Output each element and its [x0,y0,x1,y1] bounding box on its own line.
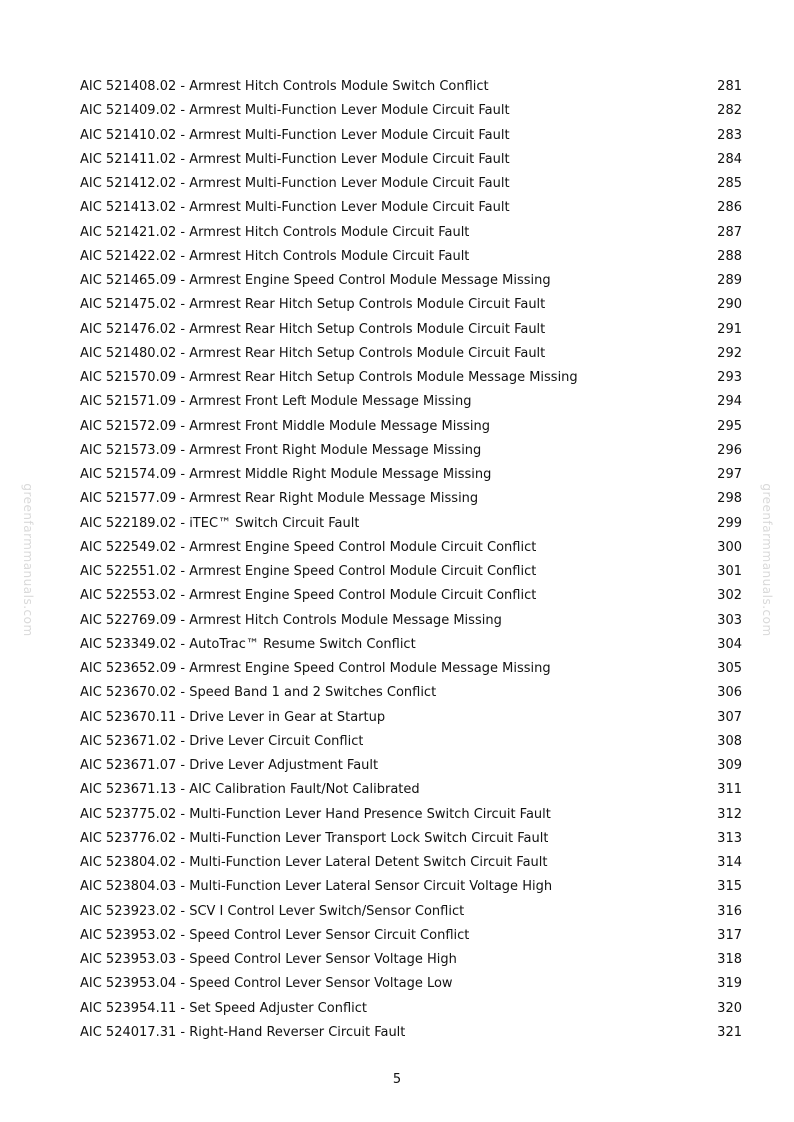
toc-entry-title: AIC 523671.13 - AIC Calibration Fault/Not Calibrated [80,782,420,798]
toc-entry[interactable] [80,415,742,439]
toc-entry[interactable] [80,754,742,778]
toc-entry[interactable] [80,269,742,293]
toc-entry-page: 288 [717,248,742,264]
toc-entry-page: 311 [717,782,742,798]
toc-entry-title: AIC 522549.02 - Armrest Engine Speed Control Module Circuit Conflict [80,539,537,555]
toc-entry[interactable] [80,657,742,681]
toc-entry-page: 305 [717,661,742,676]
toc-entry-title: AIC 522551.02 - Armrest Engine Speed Control Module Circuit Conflict [80,564,537,579]
toc-entry-title: AIC 523349.02 - AutoTrac™ Resume Switch Conflict [80,636,416,652]
toc-entry[interactable] [80,730,742,754]
toc-entry-title: AIC 523670.02 - Speed Band 1 and 2 Switches Conflict [80,685,437,701]
toc-entry-title: AIC 523671.02 - Drive Lever Circuit Conflict [80,733,364,749]
toc-entry-title: AIC 521571.09 - Armrest Front Left Module Message Missing [80,394,472,410]
toc-entry-page: 284 [717,151,742,167]
toc-entry-page: 295 [717,418,742,434]
toc-entry-title: AIC 523953.02 - Speed Control Lever Sensor Circuit Conflict [80,927,470,943]
toc-entry-title: AIC 521465.09 - Armrest Engine Speed Control Module Message Missing [80,273,551,288]
toc-entry-title: AIC 523953.04 - Speed Control Lever Sensor Voltage Low [80,976,453,992]
toc-entry[interactable] [80,633,742,657]
toc-entry-title: AIC 521480.02 - Armrest Rear Hitch Setup Controls Module Circuit Fault [80,345,546,361]
toc-entry[interactable] [80,512,742,536]
toc-entry-title: AIC 521570.09 - Armrest Rear Hitch Setup Controls Module Message Missing [80,370,578,385]
toc-entry-page: 307 [717,709,742,725]
toc-entry[interactable] [80,99,742,123]
toc-entry[interactable] [80,584,742,608]
toc-entry-title: AIC 522553.02 - Armrest Engine Speed Control Module Circuit Conflict [80,588,537,604]
toc-entry[interactable] [80,221,742,245]
toc-entry[interactable] [80,342,742,366]
toc-entry-page: 298 [717,491,742,507]
toc-entry[interactable] [80,439,742,463]
toc-entry[interactable] [80,609,742,633]
toc-entry[interactable] [80,900,742,924]
toc-entry-page: 282 [717,103,742,119]
toc-entry-page: 291 [717,321,742,337]
toc-entry-page: 304 [717,636,742,652]
toc-entry[interactable] [80,803,742,827]
toc-entry-page: 315 [717,879,742,895]
toc-entry-title: AIC 521422.02 - Armrest Hitch Controls Module Circuit Fault [80,248,470,264]
toc-entry-page: 320 [717,1000,742,1016]
toc-entry[interactable] [80,196,742,220]
toc-entry[interactable] [80,972,742,996]
page-number: 5 [392,1072,402,1087]
toc-entry-title: AIC 521413.02 - Armrest Multi-Function Lever Module Circuit Fault [80,200,510,216]
toc-entry-title: AIC 522769.09 - Armrest Hitch Controls Module Message Missing [80,612,502,628]
toc-entry-page: 321 [717,1024,742,1040]
toc-entry-title: AIC 521410.02 - Armrest Multi-Function Lever Module Circuit Fault [80,127,510,143]
toc-entry-page: 296 [717,442,742,458]
toc-entry-title: AIC 521411.02 - Armrest Multi-Function Lever Module Circuit Fault [80,151,510,167]
toc-entry-page: 318 [717,952,742,967]
toc-entry[interactable] [80,778,742,802]
toc-entry-title: AIC 523670.11 - Drive Lever in Gear at Startup [80,709,386,725]
toc-entry-page: 299 [717,515,742,531]
toc-entry-page: 289 [717,273,742,288]
toc-entry-title: AIC 521421.02 - Armrest Hitch Controls Module Circuit Fault [80,224,470,240]
toc-entry-page: 292 [717,345,742,361]
toc-entry-page: 306 [717,685,742,701]
toc-entry-page: 312 [717,806,742,822]
toc-entry-page: 313 [717,830,742,846]
toc-entry-title: AIC 521408.02 - Armrest Hitch Controls Module Switch Conflict [80,79,489,94]
toc-entry[interactable] [80,366,742,390]
toc-entry-page: 314 [717,855,742,870]
toc-entry-page: 303 [717,612,742,628]
toc-entry[interactable] [80,924,742,948]
toc-entry-title: AIC 521475.02 - Armrest Rear Hitch Setup Controls Module Circuit Fault [80,297,546,313]
toc-entry-page: 309 [717,758,742,773]
toc-entry[interactable] [80,997,742,1021]
watermark-right: greenfarmmanuals.com [760,483,774,637]
toc-entry[interactable] [80,75,742,99]
toc-entry-title: AIC 523953.03 - Speed Control Lever Sensor Voltage High [80,952,457,967]
toc-entry-title: AIC 523923.02 - SCV I Control Lever Switch/Sensor Conflict [80,903,465,919]
toc-entry-page: 281 [717,79,742,94]
toc-entry-title: AIC 521573.09 - Armrest Front Right Module Message Missing [80,442,482,458]
toc-entry[interactable] [80,875,742,899]
toc-entry[interactable] [80,948,742,972]
toc-entry-title: AIC 523804.03 - Multi-Function Lever Lateral Sensor Circuit Voltage High [80,879,553,895]
toc-entry[interactable] [80,536,742,560]
table-of-contents [80,75,742,1045]
toc-entry[interactable] [80,390,742,414]
toc-entry[interactable] [80,827,742,851]
toc-entry[interactable] [80,681,742,705]
toc-entry[interactable] [80,318,742,342]
toc-entry[interactable] [80,1021,742,1045]
toc-entry-title: AIC 523776.02 - Multi-Function Lever Transport Lock Switch Circuit Fault [80,830,549,846]
toc-entry-page: 319 [717,976,742,992]
toc-entry[interactable] [80,293,742,317]
toc-entry-page: 316 [717,903,742,919]
toc-entry-page: 293 [717,370,742,385]
toc-entry-title: AIC 521476.02 - Armrest Rear Hitch Setup Controls Module Circuit Fault [80,321,546,337]
toc-entry-title: AIC 523804.02 - Multi-Function Lever Lateral Detent Switch Circuit Fault [80,855,548,870]
toc-entry-page: 285 [717,176,742,191]
toc-entry-title: AIC 523775.02 - Multi-Function Lever Hand Presence Switch Circuit Fault [80,806,551,822]
toc-entry[interactable] [80,124,742,148]
toc-entry-page: 301 [717,564,742,579]
toc-entry[interactable] [80,487,742,511]
toc-entry[interactable] [80,463,742,487]
toc-entry-title: AIC 521577.09 - Armrest Rear Right Module Message Missing [80,491,479,507]
toc-entry-page: 294 [717,394,742,410]
toc-entry-page: 297 [717,467,742,482]
toc-entry-title: AIC 523954.11 - Set Speed Adjuster Conflict [80,1000,367,1016]
toc-entry[interactable] [80,172,742,196]
toc-entry-page: 283 [717,127,742,143]
toc-entry[interactable] [80,245,742,269]
toc-entry-page: 317 [717,927,742,943]
toc-entry-page: 287 [717,224,742,240]
toc-entry-title: AIC 522189.02 - iTEC™ Switch Circuit Fault [80,515,360,531]
toc-entry-title: AIC 521574.09 - Armrest Middle Right Module Message Missing [80,467,492,482]
toc-entry-title: AIC 524017.31 - Right-Hand Reverser Circuit Fault [80,1024,406,1040]
toc-entry-title: AIC 521572.09 - Armrest Front Middle Module Message Missing [80,418,491,434]
toc-entry[interactable] [80,706,742,730]
toc-entry-title: AIC 523652.09 - Armrest Engine Speed Control Module Message Missing [80,661,551,676]
toc-entry-page: 302 [717,588,742,604]
toc-entry-page: 300 [717,539,742,555]
toc-entry[interactable] [80,851,742,875]
toc-entry[interactable] [80,560,742,584]
toc-entry-page: 308 [717,733,742,749]
toc-entry-title: AIC 521412.02 - Armrest Multi-Function Lever Module Circuit Fault [80,176,510,191]
toc-entry-page: 290 [717,297,742,313]
toc-entry-title: AIC 523671.07 - Drive Lever Adjustment Fault [80,758,379,773]
toc-entry[interactable] [80,148,742,172]
watermark-left: greenfarmmanuals.com [21,483,35,637]
toc-entry-page: 286 [717,200,742,216]
toc-entry-title: AIC 521409.02 - Armrest Multi-Function Lever Module Circuit Fault [80,103,510,119]
